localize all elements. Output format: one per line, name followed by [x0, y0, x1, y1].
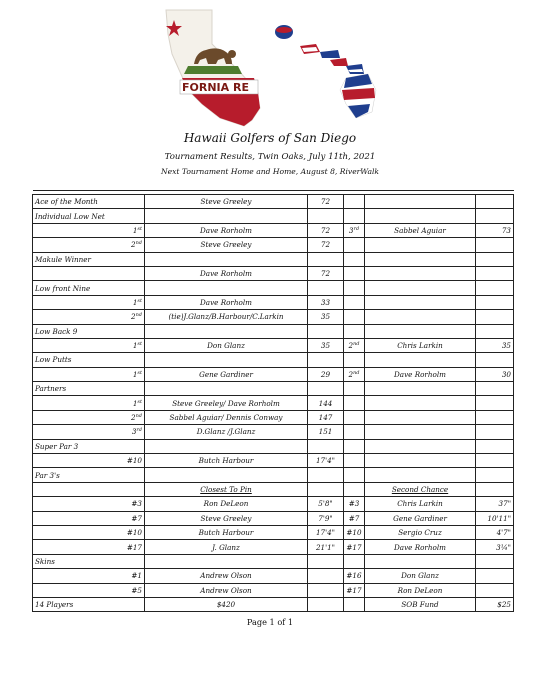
player-name: Steve Greeley/ Dave Rorholm	[145, 396, 308, 410]
place: 2nd	[33, 238, 145, 252]
score: 29	[308, 367, 344, 381]
player-name: Steve Greeley	[145, 511, 308, 525]
table-row	[33, 511, 514, 525]
page-number: Page 1 of 1	[246, 617, 294, 627]
table-row	[33, 482, 514, 496]
player-name: (tie)J.Glanz/B.Harbour/C.Larkin	[145, 310, 308, 324]
page-title: Hawaii Golfers of San Diego	[183, 131, 357, 145]
table-row	[33, 454, 514, 468]
player-name-2: Dave Rorholm	[365, 367, 476, 381]
table-row	[33, 281, 514, 295]
player-name-2: Sabbel Aguiar	[365, 223, 476, 237]
table-row	[33, 540, 514, 554]
player-name-2: Sergio Cruz	[365, 525, 476, 539]
table-row	[33, 209, 514, 223]
row-label: Super Par 3	[33, 439, 145, 453]
distance-2: 37"	[476, 497, 514, 511]
second-chance-header: Second Chance	[365, 482, 476, 496]
hole-2: #17	[344, 540, 365, 554]
table-row	[33, 569, 514, 583]
row-label: Ace of the Month	[33, 195, 145, 209]
row-label: Skins	[33, 554, 145, 568]
player-name: Steve Greeley	[145, 195, 308, 209]
score: 72	[308, 266, 344, 280]
distance: 5'8"	[308, 497, 344, 511]
place-2: 2nd	[344, 338, 365, 352]
score: 72	[308, 238, 344, 252]
place: 2nd	[33, 310, 145, 324]
player-name: Gene Gardiner	[145, 367, 308, 381]
player-name: Butch Harbour	[145, 525, 308, 539]
score-2: 73	[476, 223, 514, 237]
player-name-2: Chris Larkin	[365, 338, 476, 352]
place-2: 2nd	[344, 367, 365, 381]
place: 1st	[33, 367, 145, 381]
hole-2: #16	[344, 569, 365, 583]
score: 144	[308, 396, 344, 410]
row-label: Low front Nine	[33, 281, 145, 295]
player-name: Ron DeLeon	[145, 497, 308, 511]
player-name: Andrew Olson	[145, 569, 308, 583]
player-name-2: Chris Larkin	[365, 497, 476, 511]
table-row	[33, 338, 514, 352]
distance: 17'4"	[308, 525, 344, 539]
player-name: Dave Rorholm	[145, 295, 308, 309]
player-name: D.Glanz /J.Glanz	[145, 425, 308, 439]
total-pot: $420	[145, 597, 308, 611]
player-name: Butch Harbour	[145, 454, 308, 468]
score: 33	[308, 295, 344, 309]
hole: #7	[33, 511, 145, 525]
hole: #10	[33, 525, 145, 539]
player-count: 14 Players	[33, 597, 145, 611]
score: 35	[308, 310, 344, 324]
logo-banner-text: FORNIA RE	[182, 81, 249, 94]
hole: #5	[33, 583, 145, 597]
hole-2: #3	[344, 497, 365, 511]
player-name-2: Ron DeLeon	[365, 583, 476, 597]
row-label: Par 3's	[33, 468, 145, 482]
table-row	[33, 525, 514, 539]
sob-fund-label: SOB Fund	[365, 597, 476, 611]
table-row	[33, 223, 514, 237]
distance: 17'4"	[308, 454, 344, 468]
player-name: Sabbel Aguiar/ Dennis Conway	[145, 410, 308, 424]
sob-fund-amount: $25	[476, 597, 514, 611]
score-2: 35	[476, 338, 514, 352]
table-row	[33, 367, 514, 381]
player-name-2: Don Glanz	[365, 569, 476, 583]
player-name: Dave Rorholm	[145, 223, 308, 237]
table-row	[33, 597, 514, 611]
table-row	[33, 252, 514, 266]
hole: #1	[33, 569, 145, 583]
player-name: Dave Rorholm	[145, 266, 308, 280]
table-row	[33, 195, 514, 209]
score: 151	[308, 425, 344, 439]
table-row	[33, 396, 514, 410]
row-label: Individual Low Net	[33, 209, 145, 223]
table-row	[33, 238, 514, 252]
player-name-2: Dave Rorholm	[365, 540, 476, 554]
hole-2: #10	[344, 525, 365, 539]
row-label: Low Back 9	[33, 324, 145, 338]
hole-2: #7	[344, 511, 365, 525]
table-row	[33, 583, 514, 597]
score: 72	[308, 195, 344, 209]
place-2: 3rd	[344, 223, 365, 237]
score: 72	[308, 223, 344, 237]
table-row	[33, 554, 514, 568]
table-row	[33, 310, 514, 324]
place: 3rd	[33, 425, 145, 439]
distance: 7'9"	[308, 511, 344, 525]
row-label: Low Putts	[33, 353, 145, 367]
table-row	[33, 382, 514, 396]
table-row	[33, 425, 514, 439]
hole-2: #17	[344, 583, 365, 597]
distance-2: 10'11"	[476, 511, 514, 525]
player-name-2: Gene Gardiner	[365, 511, 476, 525]
player-name: Steve Greeley	[145, 238, 308, 252]
distance: 21'1"	[308, 540, 344, 554]
hole: #3	[33, 497, 145, 511]
place: 1st	[33, 295, 145, 309]
distance-2: 3¼"	[476, 540, 514, 554]
club-logo	[160, 8, 382, 130]
score-2: 30	[476, 367, 514, 381]
distance-2: 4'7"	[476, 525, 514, 539]
place: 1st	[33, 223, 145, 237]
place: 1st	[33, 396, 145, 410]
place: 2nd	[33, 410, 145, 424]
table-row	[33, 497, 514, 511]
table-row	[33, 295, 514, 309]
score: 147	[308, 410, 344, 424]
results-table	[32, 190, 514, 612]
place: 1st	[33, 338, 145, 352]
table-row	[33, 266, 514, 280]
table-row	[33, 324, 514, 338]
hole: #17	[33, 540, 145, 554]
score: 35	[308, 338, 344, 352]
table-row	[33, 353, 514, 367]
table-row	[33, 468, 514, 482]
row-label: Makule Winner	[33, 252, 145, 266]
closest-to-pin-header: Closest To Pin	[145, 482, 308, 496]
player-name: J. Glanz	[145, 540, 308, 554]
table-row	[33, 410, 514, 424]
hole: #10	[33, 454, 145, 468]
player-name: Andrew Olson	[145, 583, 308, 597]
table-row	[33, 439, 514, 453]
row-label: Partners	[33, 382, 145, 396]
tournament-subtitle: Tournament Results, Twin Oaks, July 11th, 2021	[164, 152, 376, 162]
player-name: Don Glanz	[145, 338, 308, 352]
next-tournament: Next Tournament Home and Home, August 8, RiverWalk	[160, 167, 380, 176]
